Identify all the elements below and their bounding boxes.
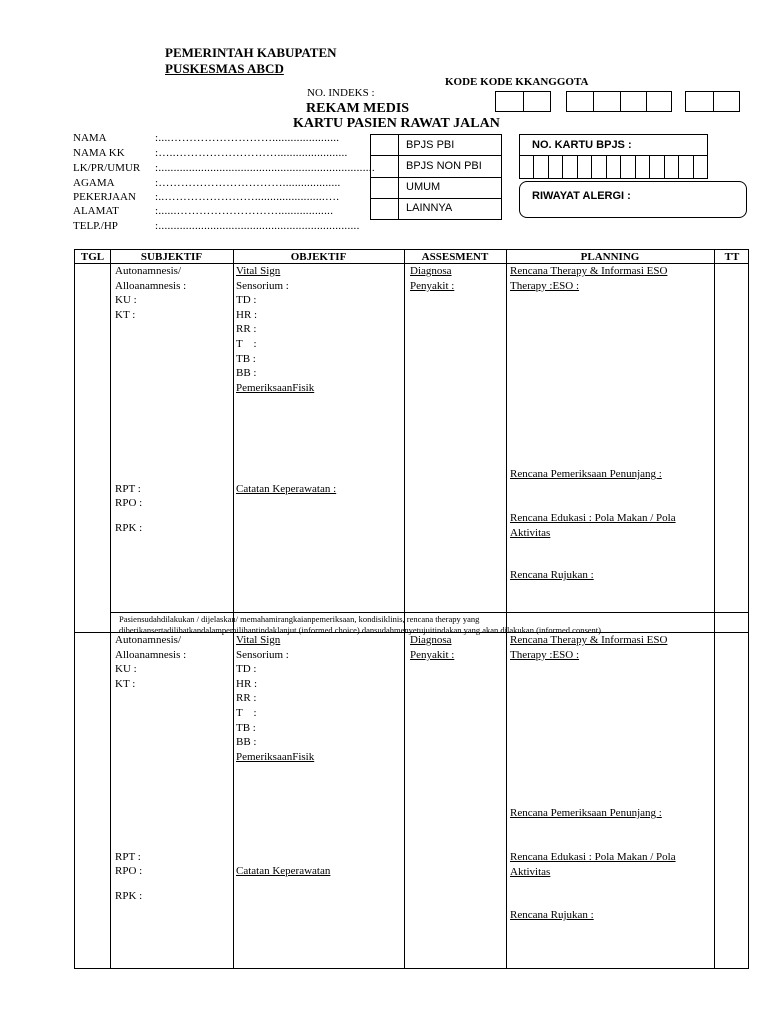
kode-box-group-2[interactable]	[566, 91, 672, 112]
kode-box-group-1[interactable]	[495, 91, 551, 112]
entry1-rpt: RPT :	[115, 483, 141, 495]
entry2-plan-therapy: Rencana Therapy & Informasi ESO Therapy :ESO :	[510, 634, 668, 661]
field-agama-label: AGAMA	[73, 177, 115, 189]
entry2-rpo: RPO :	[115, 865, 143, 877]
entry2-catatan-keperawatan: Catatan Keperawatan	[236, 865, 331, 877]
allergy-history-label: RIWAYAT ALERGI :	[532, 190, 631, 202]
field-namakk-value[interactable]: :…..……………………….......................	[155, 147, 348, 159]
col-header-subjektif: SUBJEKTIF	[140, 251, 203, 263]
entry1-catatan-keperawatan: Catatan Keperawatan :	[236, 483, 337, 495]
checkbox[interactable]	[371, 177, 399, 198]
bpjs-card-number-box[interactable]	[519, 134, 708, 179]
entry1-plan-penunjang: Rencana Pemeriksaan Penunjang :	[510, 468, 662, 480]
payment-option-label: BPJS NON PBI	[406, 160, 482, 172]
payment-option-label: BPJS PBI	[406, 139, 455, 151]
col-header-planning: PLANNING	[580, 251, 640, 263]
field-alamat-value[interactable]: :......………………………..................	[155, 205, 334, 217]
entry2-rpt: RPT :	[115, 851, 141, 863]
payment-option-umum[interactable]	[370, 177, 502, 199]
col-header-objektif: OBJEKTIF	[290, 251, 347, 263]
entry1-plan-edukasi: Rencana Edukasi : Pola Makan / Pola Aktivitas	[510, 512, 676, 539]
payment-option-bpjs-non-pbi[interactable]	[370, 156, 502, 178]
entry1-plan-rujukan: Rencana Rujukan :	[510, 569, 594, 581]
entry1-assesment: Diagnosa Penyakit :	[410, 265, 455, 292]
bpjs-card-digit-cells[interactable]	[520, 155, 707, 178]
payment-option-label: UMUM	[406, 181, 441, 193]
payment-option-bpjs-pbi[interactable]	[370, 134, 502, 156]
kartu-pasien-title: KARTU PASIEN RAWAT JALAN	[293, 116, 500, 131]
entry2-subjektif-top: Autonamnesis/ Alloanamnesis : KU : KT :	[115, 634, 187, 690]
field-namakk-label: NAMA KK	[73, 147, 125, 159]
allergy-history-box[interactable]	[519, 181, 747, 218]
soap-record-table	[74, 249, 749, 969]
entry2-plan-edukasi: Rencana Edukasi : Pola Makan / Pola Aktivitas	[510, 851, 676, 878]
field-alamat-label: ALAMAT	[73, 205, 119, 217]
entry1-subjektif-top: Autonamnesis/ Alloanamnesis : KU : KT :	[115, 265, 187, 321]
checkbox[interactable]	[371, 156, 399, 177]
no-indeks-label: NO. INDEKS :	[307, 87, 375, 99]
checkbox[interactable]	[371, 135, 399, 155]
field-nama-label: NAMA	[73, 132, 107, 144]
field-telp-label: TELP./HP	[73, 220, 118, 232]
field-lkprumur-value[interactable]: :.......................................................................	[155, 162, 375, 174]
col-header-tt: TT	[724, 251, 740, 263]
field-agama-value[interactable]: :……………………………...................	[155, 177, 341, 189]
entry1-rpo: RPO :	[115, 497, 143, 509]
col-header-assesment: ASSESMENT	[421, 251, 489, 263]
payment-option-label: LAINNYA	[406, 202, 453, 214]
field-pekerjaan-value[interactable]: :..…………………….......................….	[155, 191, 340, 203]
entry2-assesment: Diagnosa Penyakit :	[410, 634, 455, 661]
clinic-name: PUSKESMAS ABCD	[165, 61, 284, 76]
entry2-objektif-top: Vital Sign Sensorium : TD : HR : RR : T : TB : BB : PemeriksaanFisik	[236, 634, 315, 763]
kode-box-group-3[interactable]	[685, 91, 740, 112]
field-nama-value[interactable]: :....………………………......................	[155, 132, 340, 144]
rekam-medis-title: REKAM MEDIS	[306, 101, 410, 116]
entry1-plan-therapy: Rencana Therapy & Informasi ESO Therapy :ESO :	[510, 265, 668, 292]
kode-anggota-label: KODE KODE KKANGGOTA	[445, 76, 589, 88]
entry2-rpk: RPK :	[115, 890, 143, 902]
entry1-rpk: RPK :	[115, 522, 143, 534]
field-telp-value[interactable]: :..................................................................	[155, 220, 360, 232]
payment-option-lainnya[interactable]	[370, 198, 502, 220]
entry2-plan-rujukan: Rencana Rujukan :	[510, 909, 594, 921]
checkbox[interactable]	[371, 198, 399, 219]
bpjs-card-label: NO. KARTU BPJS :	[532, 139, 632, 151]
field-pekerjaan-label: PEKERJAAN	[73, 191, 136, 203]
field-lkprumur-label: LK/PR/UMUR	[73, 162, 141, 174]
informed-consent-note: Pasiensudahdilakukan / dijelaskan/ memahamirangkaianpemeriksaan, kondisiklinis, rencana therapy yang diberikansertadilibatkandalampemilihantindaklanjut (informed choice) dansudahmenyetujuitindakan yang akan dilakukan (informed consent).	[119, 614, 604, 635]
entry2-plan-penunjang: Rencana Pemeriksaan Penunjang :	[510, 807, 662, 819]
government-title: PEMERINTAH KABUPATEN	[165, 45, 337, 60]
entry1-objektif-top: Vital Sign Sensorium : TD : HR : RR : T : TB : BB : PemeriksaanFisik	[236, 265, 315, 394]
col-header-tgl: TGL	[80, 251, 105, 263]
